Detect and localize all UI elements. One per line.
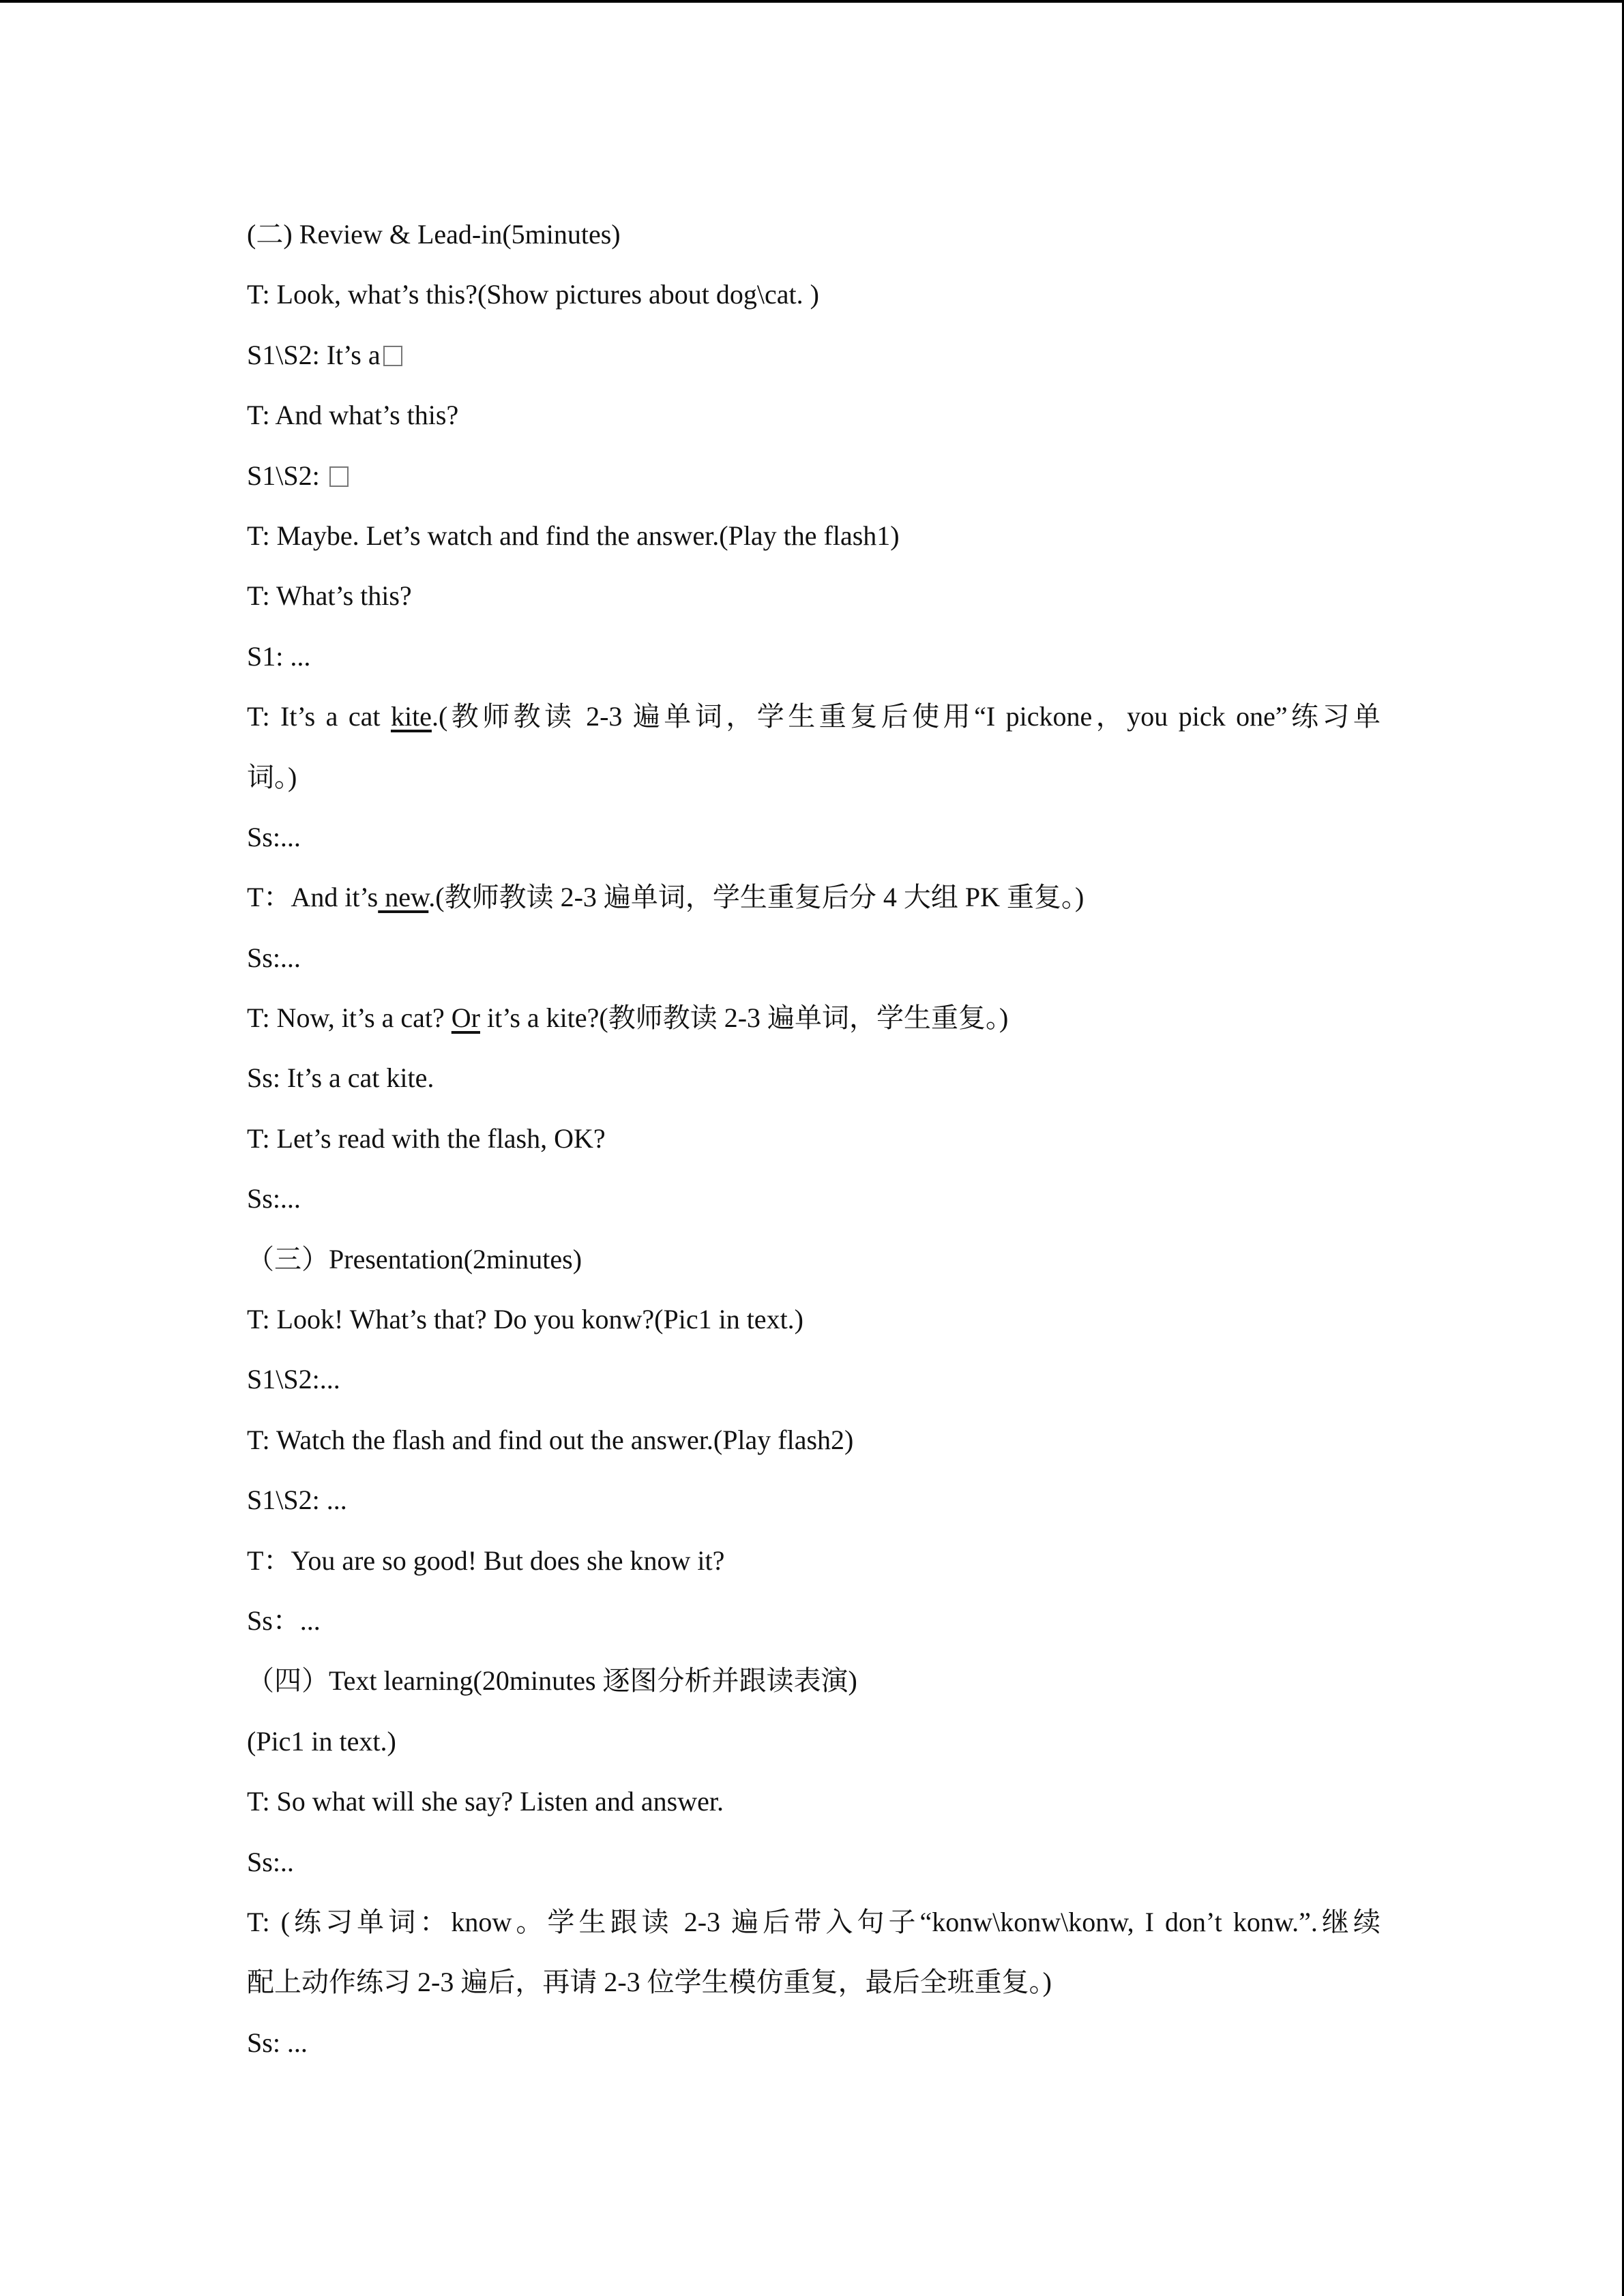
section-heading-presentation: （三）Presentation(2minutes) [247, 1243, 582, 1274]
dialogue-line: Ss: ... [247, 2027, 308, 2058]
dialogue-text: it’s a kite?(教师教读 2-3 遍单词，学生重复。) [479, 1002, 1009, 1034]
dialogue-line [247, 867, 1381, 927]
dialogue-text: T：And it’s [247, 882, 379, 913]
dialogue-line: T: Look! What’s that? Do you konw?(Pic1 in text.) [247, 1304, 803, 1335]
dialogue-line: T: (练习单词：know。学生跟读 2-3 遍后带入句子“konw\konw\konw, I don’t konw.”.继续 [247, 1906, 1381, 1937]
dialogue-line [247, 446, 1381, 506]
dialogue-line: T: So what will she say? Listen and answer. [247, 1786, 724, 1817]
dialogue-line: Ss:... [247, 1183, 301, 1214]
dialogue-line: Ss:... [247, 821, 301, 852]
missing-glyph-box [383, 346, 402, 366]
section-heading-text-learning: （四）Text learning(20minutes 逐图分析并跟读表演) [247, 1665, 857, 1697]
dialogue-line: 词。) [247, 761, 297, 792]
page-top-border [0, 0, 1624, 3]
dialogue-line: Ss: It’s a cat kite. [247, 1062, 434, 1094]
dialogue-line: Ss:... [247, 942, 301, 973]
section-heading-review: (二) Review & Lead-in(5minutes) [247, 219, 621, 250]
dialogue-line: T: Maybe. Let’s watch and find the answer.(Play the flash1) [247, 520, 900, 551]
underlined-word: Or [451, 1002, 480, 1034]
dialogue-line: S1\S2: ... [247, 1485, 347, 1516]
missing-glyph-box [329, 466, 349, 487]
dialogue-text: S1\S2: It’s a [247, 339, 381, 370]
dialogue-line [247, 325, 1381, 385]
underlined-word: new [378, 882, 429, 913]
dialogue-line: T: Let’s read with the flash, OK? [247, 1122, 606, 1154]
underlined-word: kite [390, 701, 432, 732]
dialogue-text: .(教师教读 2-3 遍单词，学生重复后分 4 大组 PK 重复。) [428, 882, 1084, 913]
dialogue-line: T: What’s this? [247, 580, 412, 612]
dialogue-line [247, 687, 1381, 747]
dialogue-line: S1\S2:... [247, 1364, 340, 1395]
dialogue-text: T: Now, it’s a cat? [247, 1002, 452, 1034]
dialogue-text: .(教师教读 2-3 遍单词，学生重复后使用“I pickone，you pick one”练习单 [431, 701, 1381, 732]
dialogue-line: T: And what’s this? [247, 400, 459, 431]
dialogue-line: T: Watch the flash and find out the answer.(Play flash2) [247, 1424, 854, 1455]
dialogue-text: S1\S2: [247, 460, 327, 491]
dialogue-line: (Pic1 in text.) [247, 1725, 396, 1757]
dialogue-line: Ss:.. [247, 1846, 294, 1877]
document-body [247, 205, 1381, 2073]
dialogue-line: T: Look, what’s this?(Show pictures about dog\cat. ) [247, 279, 819, 310]
dialogue-text: T: It’s a cat [247, 701, 391, 732]
dialogue-line: 配上动作练习 2-3 遍后，再请 2-3 位学生模仿重复，最后全班重复。) [247, 1967, 1052, 1998]
dialogue-line: S1: ... [247, 640, 311, 672]
dialogue-line: Ss：... [247, 1605, 321, 1636]
dialogue-line [247, 988, 1381, 1048]
dialogue-line: T：You are so good! But does she know it? [247, 1545, 725, 1576]
